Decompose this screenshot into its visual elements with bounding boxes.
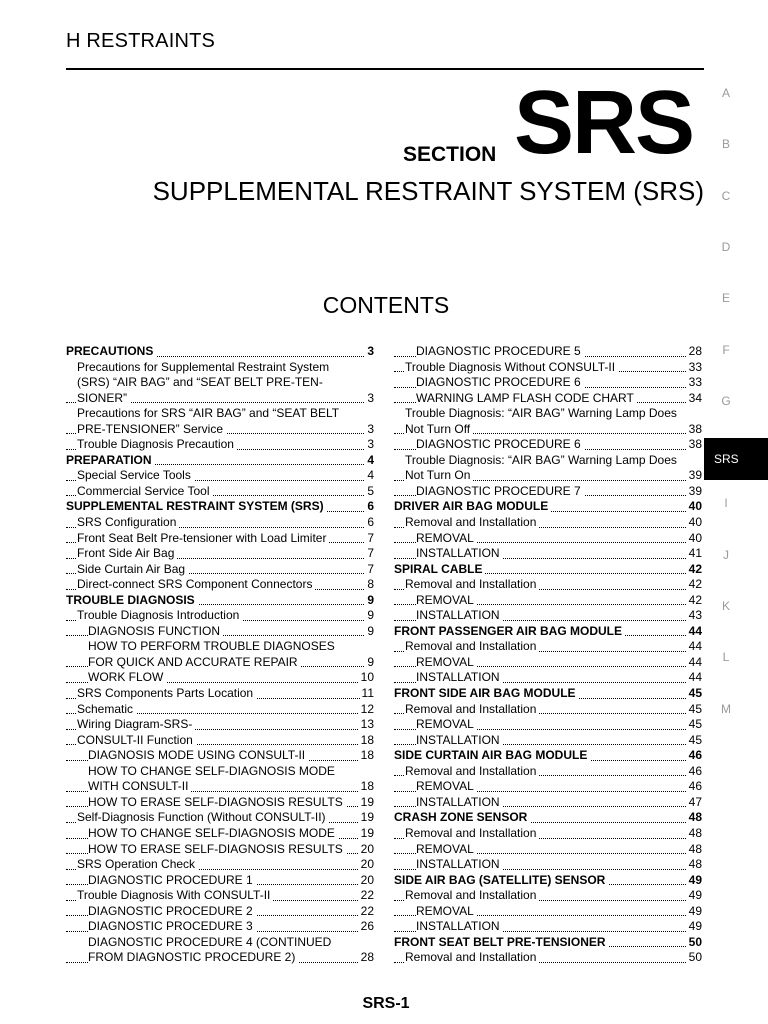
toc-entry <box>66 546 374 562</box>
toc-entry <box>66 826 374 842</box>
toc-entry-page: 3 <box>367 421 374 436</box>
toc-entry-title: REMOVAL <box>416 717 477 731</box>
toc-entry-title: INSTALLATION <box>416 546 503 560</box>
toc-entry-page: 13 <box>360 717 374 732</box>
toc-entry-page: 20 <box>360 857 374 872</box>
toc-entry-title: REMOVAL <box>416 904 477 918</box>
toc-entry-page: 9 <box>367 654 374 669</box>
section-label: SECTION <box>403 143 497 166</box>
toc-entry-page: 18 <box>360 732 374 747</box>
toc-entry-page: 9 <box>367 623 374 638</box>
toc-entry-page: 11 <box>361 686 374 701</box>
toc-entry <box>394 344 702 360</box>
toc-entry-page: 44 <box>688 623 702 638</box>
toc-entry-page: 40 <box>688 515 702 530</box>
toc-entry-page: 38 <box>688 437 702 452</box>
toc-entry-title: FROM DIAGNOSTIC PROCEDURE 2) <box>88 950 298 964</box>
toc-entry <box>66 904 374 920</box>
toc-entry-title: Trouble Diagnosis: “AIR BAG” Warning Lamp Does <box>405 453 680 467</box>
toc-entry <box>66 873 374 889</box>
toc-entry-page: 40 <box>688 530 702 545</box>
toc-entry-page: 43 <box>688 608 702 623</box>
toc-entry-page: 49 <box>688 919 702 934</box>
toc-entry-title: PRE-TENSIONER” Service <box>77 422 226 436</box>
toc-entry <box>394 795 702 811</box>
toc-entry-title: Special Service Tools <box>77 468 194 482</box>
toc-entry-title: SIONER” <box>77 391 130 405</box>
toc-left-column <box>66 344 374 966</box>
toc-entry-page: 44 <box>688 670 702 685</box>
toc-entry-title: Trouble Diagnosis Precaution <box>77 437 237 451</box>
toc-entry-page: 42 <box>688 577 702 592</box>
toc-entry <box>66 499 374 515</box>
toc-entry-page: 50 <box>688 950 702 965</box>
toc-entry <box>394 531 702 547</box>
header-rule <box>66 68 704 70</box>
toc-entry <box>66 515 374 531</box>
side-tab: G <box>721 393 731 408</box>
toc-entry <box>66 577 374 593</box>
toc-right-column <box>394 344 702 966</box>
toc-entry-title: INSTALLATION <box>416 670 503 684</box>
toc-entry-title: Removal and Installation <box>405 577 539 591</box>
toc-entry-title: Removal and Installation <box>405 639 539 653</box>
toc-entry <box>66 686 374 702</box>
toc-entry-page: 3 <box>367 390 374 405</box>
toc-entry <box>394 919 702 935</box>
toc-entry-title: DIAGNOSTIC PROCEDURE 4 (CONTINUED <box>88 935 334 949</box>
toc-entry <box>394 717 702 733</box>
toc-entry-page: 9 <box>367 592 374 607</box>
toc-entry-title: Removal and Installation <box>405 950 539 964</box>
toc-entry-title: DIAGNOSTIC PROCEDURE 6 <box>416 375 584 389</box>
toc-entry-page: 18 <box>360 779 374 794</box>
toc-entry-page: 34 <box>688 390 702 405</box>
toc-entry-page: 18 <box>360 748 374 763</box>
toc-entry <box>66 717 374 733</box>
toc-entry <box>394 950 702 966</box>
toc-entry-title: REMOVAL <box>416 531 477 545</box>
toc-entry-title: INSTALLATION <box>416 919 503 933</box>
toc-entry-page: 3 <box>367 344 374 358</box>
toc-entry-title: Not Turn Off <box>405 422 473 436</box>
toc-entry-page: 41 <box>688 546 702 561</box>
toc-entry <box>394 593 702 609</box>
toc-entry-title: Removal and Installation <box>405 515 539 529</box>
toc-entry-title: Self-Diagnosis Function (Without CONSULT-II) <box>77 810 329 824</box>
toc-entry-title: Precautions for SRS “AIR BAG” and “SEAT BELT <box>77 406 342 420</box>
toc-entry <box>66 453 374 469</box>
toc-entry <box>394 437 702 453</box>
side-tab: A <box>721 86 730 100</box>
toc-entry-title: SRS Operation Check <box>77 857 198 871</box>
toc-entry <box>394 577 702 593</box>
toc-entry-page: 19 <box>360 810 374 825</box>
toc-entry-title: Removal and Installation <box>405 764 539 778</box>
toc-entry-page: 44 <box>688 639 702 654</box>
toc-entry-page: 33 <box>688 375 702 390</box>
toc-entry-title: FRONT SIDE AIR BAG MODULE <box>394 686 579 700</box>
toc-entry-title: Trouble Diagnosis: “AIR BAG” Warning Lamp Does <box>405 406 680 420</box>
toc-entry <box>66 406 374 422</box>
toc-entry <box>66 422 374 438</box>
toc-entry-title: TROUBLE DIAGNOSIS <box>66 593 198 607</box>
toc-entry-page: 9 <box>367 608 374 623</box>
toc-entry-title: CRASH ZONE SENSOR <box>394 810 530 824</box>
toc-entry <box>394 764 702 780</box>
toc-entry-title: SRS Components Parts Location <box>77 686 256 700</box>
toc-entry-title: DIAGNOSIS FUNCTION <box>88 624 223 638</box>
toc-entry <box>394 406 702 422</box>
toc-entry-page: 48 <box>688 825 702 840</box>
toc-entry-title: SRS Configuration <box>77 515 179 529</box>
toc-entry <box>394 904 702 920</box>
toc-entry <box>394 748 702 764</box>
toc-entry-title: HOW TO CHANGE SELF-DIAGNOSIS MODE <box>88 826 338 840</box>
toc-entry-title: HOW TO CHANGE SELF-DIAGNOSIS MODE <box>88 764 338 778</box>
toc-entry-page: 48 <box>688 810 702 825</box>
toc-entry-page: 49 <box>688 872 702 887</box>
toc-entry-page: 26 <box>360 919 374 934</box>
toc-entry-title: Removal and Installation <box>405 888 539 902</box>
toc-entry <box>66 531 374 547</box>
toc-entry-title: DIAGNOSTIC PROCEDURE 2 <box>88 904 256 918</box>
toc-entry-title: Commercial Service Tool <box>77 484 213 498</box>
toc-entry <box>394 422 702 438</box>
toc-entry-page: 6 <box>367 499 374 514</box>
footer-page-number: SRS-1 <box>362 995 410 1012</box>
side-tab-active: SRS <box>704 438 768 480</box>
toc-entry-title: Front Side Air Bag <box>77 546 177 560</box>
toc-entry <box>66 360 374 376</box>
toc-entry-title: SPIRAL CABLE <box>394 562 485 576</box>
side-tab: F <box>722 342 730 357</box>
toc-entry-title: DIAGNOSTIC PROCEDURE 5 <box>416 344 584 358</box>
toc-entry <box>394 842 702 858</box>
side-tab: I <box>724 496 728 511</box>
toc-entry-page: 45 <box>688 701 702 716</box>
toc-entry-title: Trouble Diagnosis With CONSULT-II <box>77 888 273 902</box>
contents-heading: CONTENTS <box>322 292 450 318</box>
section-code: SRS <box>514 73 694 173</box>
header-title: H RESTRAINTS <box>66 30 216 52</box>
toc-entry-title: SIDE CURTAIN AIR BAG MODULE <box>394 748 590 762</box>
toc-entry-page: 39 <box>688 468 702 483</box>
toc-entry <box>66 857 374 873</box>
toc-entry <box>394 375 702 391</box>
toc-entry-title: Front Seat Belt Pre-tensioner with Load Limiter <box>77 531 329 545</box>
toc-entry-page: 46 <box>688 763 702 778</box>
toc-entry-page: 7 <box>367 546 374 561</box>
toc-entry-title: Removal and Installation <box>405 826 539 840</box>
toc-entry-page: 44 <box>688 654 702 669</box>
toc-entry-page: 40 <box>688 499 702 514</box>
toc-entry-title: INSTALLATION <box>416 733 503 747</box>
toc-entry-title: DIAGNOSTIC PROCEDURE 1 <box>88 873 256 887</box>
toc-entry-title: HOW TO ERASE SELF-DIAGNOSIS RESULTS <box>88 795 346 809</box>
toc-entry <box>66 670 374 686</box>
toc-entry-title: CONSULT-II Function <box>77 733 196 747</box>
toc-entry-page: 45 <box>688 717 702 732</box>
toc-entry-title: Trouble Diagnosis Introduction <box>77 608 242 622</box>
toc-entry-page: 4 <box>367 468 374 483</box>
toc-entry-page: 46 <box>688 779 702 794</box>
toc-entry-page: 22 <box>360 903 374 918</box>
toc-entry <box>66 655 374 671</box>
toc-entry <box>66 344 374 360</box>
toc-entry <box>66 919 374 935</box>
toc-entry <box>66 468 374 484</box>
toc-entry <box>394 624 702 640</box>
toc-entry <box>394 702 702 718</box>
side-tab: D <box>721 239 731 254</box>
toc-entry-page: 7 <box>367 530 374 545</box>
toc-entry-title: DRIVER AIR BAG MODULE <box>394 499 551 513</box>
side-tab: J <box>723 547 729 562</box>
toc-entry-page: 49 <box>688 888 702 903</box>
toc-entry-page: 28 <box>688 344 702 358</box>
toc-entry-title: HOW TO PERFORM TROUBLE DIAGNOSES <box>88 639 338 653</box>
toc-entry <box>66 437 374 453</box>
toc-entry <box>66 888 374 904</box>
toc-entry-title: DIAGNOSTIC PROCEDURE 3 <box>88 919 256 933</box>
toc-entry-title: INSTALLATION <box>416 795 503 809</box>
toc-entry-title: INSTALLATION <box>416 857 503 871</box>
toc-entry <box>394 484 702 500</box>
toc-entry-title: HOW TO ERASE SELF-DIAGNOSIS RESULTS <box>88 842 346 856</box>
toc-entry <box>66 702 374 718</box>
toc-entry <box>66 624 374 640</box>
toc-entry <box>394 499 702 515</box>
toc-entry <box>66 810 374 826</box>
side-tab: M <box>721 701 731 716</box>
toc-entry-page: 8 <box>367 577 374 592</box>
side-tab: B <box>721 137 730 152</box>
toc-entry-title: WARNING LAMP FLASH CODE CHART <box>416 391 637 405</box>
toc-entry-page: 38 <box>688 421 702 436</box>
toc-entry-page: 12 <box>360 701 374 716</box>
toc-entry-title: SIDE AIR BAG (SATELLITE) SENSOR <box>394 873 608 887</box>
toc-entry-page: 6 <box>367 515 374 530</box>
toc-entry <box>394 888 702 904</box>
toc-entry-title: Schematic <box>77 702 136 716</box>
toc-entry-title: INSTALLATION <box>416 608 503 622</box>
toc-entry-page: 42 <box>688 561 702 576</box>
toc-entry-title: SUPPLEMENTAL RESTRAINT SYSTEM (SRS) <box>66 499 327 513</box>
toc-entry-title: PREPARATION <box>66 453 155 467</box>
toc-entry <box>394 873 702 889</box>
toc-entry <box>66 764 374 780</box>
toc-entry <box>394 360 702 376</box>
toc-entry-page: 49 <box>688 903 702 918</box>
toc-entry <box>394 655 702 671</box>
toc-entry-page: 19 <box>360 794 374 809</box>
toc-entry-title: DIAGNOSTIC PROCEDURE 7 <box>416 484 584 498</box>
toc-entry-page: 42 <box>688 592 702 607</box>
toc-entry <box>394 935 702 951</box>
toc-entry-title: REMOVAL <box>416 655 477 669</box>
toc-entry-page: 48 <box>688 857 702 872</box>
toc-entry-page: 28 <box>360 950 374 965</box>
toc-entry <box>66 733 374 749</box>
toc-entry <box>66 593 374 609</box>
toc-entry <box>394 779 702 795</box>
toc-entry-page: 46 <box>688 748 702 763</box>
toc-entry <box>66 639 374 655</box>
toc-entry-page: 45 <box>688 732 702 747</box>
toc-entry <box>394 857 702 873</box>
toc-entry-title: Not Turn On <box>405 468 473 482</box>
toc-entry <box>394 468 702 484</box>
toc-entry <box>66 842 374 858</box>
toc-entry-title: Precautions for Supplemental Restraint System <box>77 360 332 374</box>
toc-entry <box>394 686 702 702</box>
toc-entry <box>66 779 374 795</box>
toc-entry-page: 22 <box>360 888 374 903</box>
toc-entry-page: 3 <box>367 437 374 452</box>
toc-entry-page: 7 <box>367 561 374 576</box>
toc-entry-page: 48 <box>688 841 702 856</box>
toc-entry <box>394 453 702 469</box>
toc-entry-title: WORK FLOW <box>88 670 166 684</box>
side-tab: C <box>721 188 731 203</box>
toc-entry-title: REMOVAL <box>416 593 477 607</box>
toc-entry-title: FRONT PASSENGER AIR BAG MODULE <box>394 624 625 638</box>
side-tab: L <box>722 650 730 665</box>
toc-entry-page: 10 <box>360 670 374 685</box>
toc-entry-title: (SRS) “AIR BAG” and “SEAT BELT PRE-TEN- <box>77 375 326 389</box>
toc-entry <box>394 562 702 578</box>
toc-entry <box>394 391 702 407</box>
toc-entry-page: 45 <box>688 686 702 701</box>
toc-entry <box>66 795 374 811</box>
toc-entry <box>66 608 374 624</box>
toc-entry <box>394 515 702 531</box>
toc-entry <box>394 810 702 826</box>
toc-entry-title: REMOVAL <box>416 842 477 856</box>
toc-entry-page: 20 <box>360 841 374 856</box>
toc-entry-title: PRECAUTIONS <box>66 344 156 358</box>
toc-entry-title: Side Curtain Air Bag <box>77 562 188 576</box>
side-tab: E <box>721 291 730 306</box>
toc-entry <box>66 748 374 764</box>
toc-entry-title: DIAGNOSIS MODE USING CONSULT-II <box>88 748 308 762</box>
toc-entry-title: Removal and Installation <box>405 702 539 716</box>
toc-entry-title: DIAGNOSTIC PROCEDURE 6 <box>416 437 584 451</box>
toc-entry <box>394 826 702 842</box>
toc-entry <box>66 935 374 951</box>
toc-entry <box>66 484 374 500</box>
toc-entry-title: FOR QUICK AND ACCURATE REPAIR <box>88 655 301 669</box>
toc-entry-title: Direct-connect SRS Component Connectors <box>77 577 315 591</box>
toc-entry-page: 33 <box>688 359 702 374</box>
toc-entry-page: 20 <box>360 872 374 887</box>
toc-entry <box>394 608 702 624</box>
toc-entry-title: FRONT SEAT BELT PRE-TENSIONER <box>394 935 609 949</box>
toc-entry <box>394 670 702 686</box>
toc-entry <box>394 639 702 655</box>
toc-entry-page: 50 <box>688 934 702 949</box>
toc-entry <box>66 391 374 407</box>
toc-entry-title: WITH CONSULT-II <box>88 779 191 793</box>
side-tab: K <box>721 599 730 613</box>
toc-entry <box>394 733 702 749</box>
toc-entry-title: Trouble Diagnosis Without CONSULT-II <box>405 360 618 374</box>
toc-entry-title: Wiring Diagram-SRS- <box>77 717 195 731</box>
toc-entry <box>66 562 374 578</box>
toc-entry <box>66 950 374 966</box>
toc-entry <box>66 375 374 391</box>
toc-entry-page: 4 <box>367 452 374 467</box>
document-title: SUPPLEMENTAL RESTRAINT SYSTEM (SRS) <box>152 176 704 206</box>
toc-entry-page: 19 <box>360 825 374 840</box>
toc-entry <box>394 546 702 562</box>
toc-entry-page: 5 <box>367 483 374 498</box>
toc-entry-page: 47 <box>688 794 702 809</box>
toc-entry-page: 39 <box>688 483 702 498</box>
toc-entry-title: REMOVAL <box>416 779 477 793</box>
